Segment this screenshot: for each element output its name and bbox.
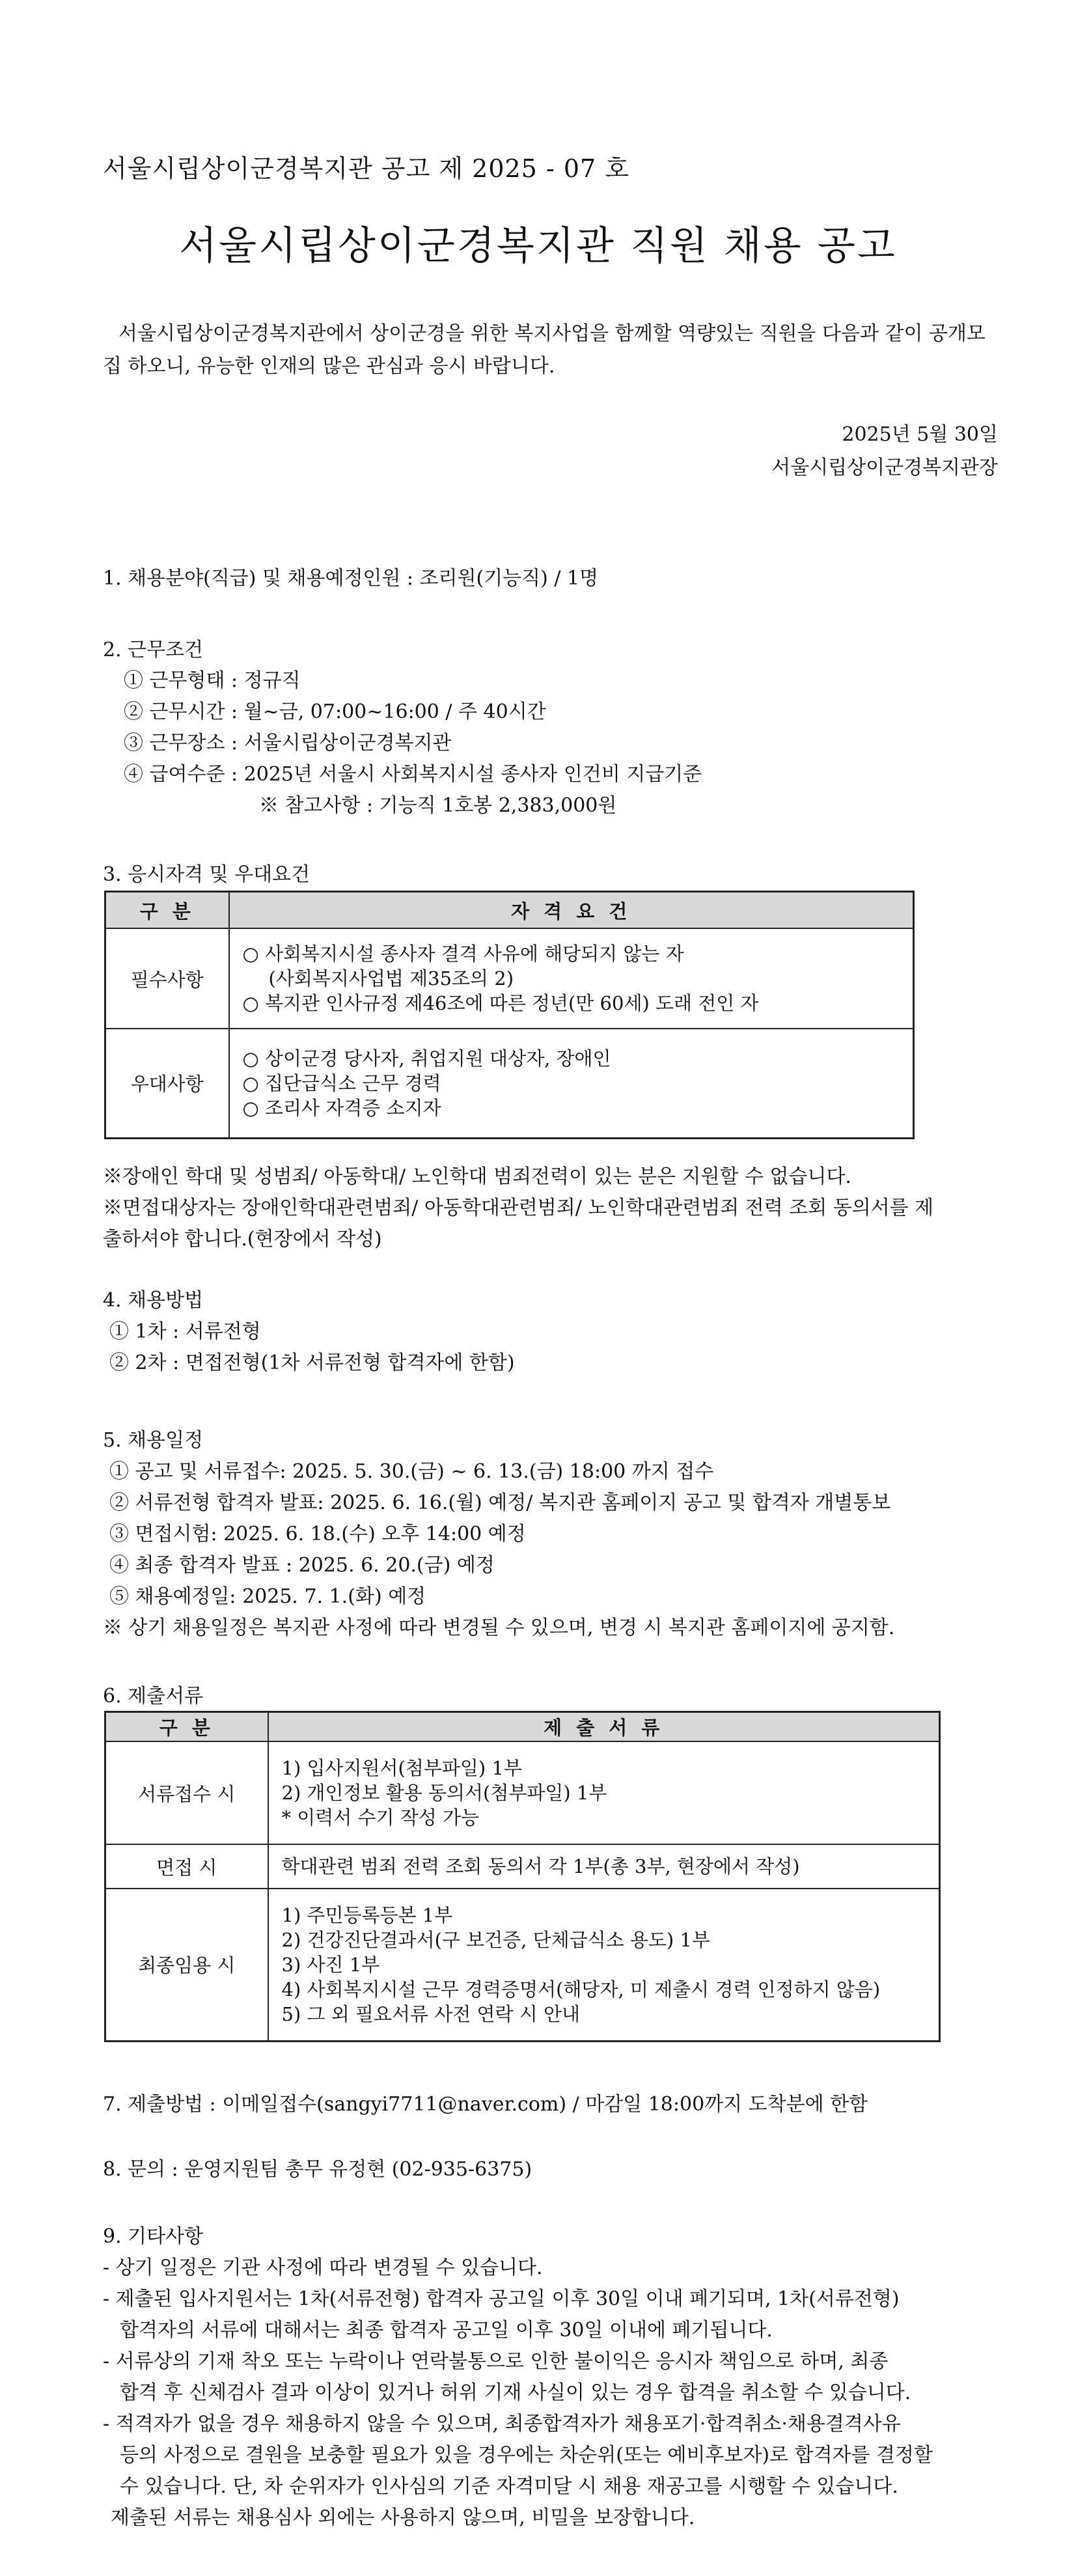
selection-method-item: ① 1차 : 서류전형 bbox=[109, 1320, 261, 1343]
table-row-category: 면접 시 bbox=[105, 1844, 268, 1889]
table-row-content bbox=[268, 1741, 940, 1844]
section-7-submission: 7. 제출방법 : 이메일접수(sangyi7711@naver.com) / 마감일 18:00까지 도착분에 한함 bbox=[103, 2093, 868, 2116]
schedule-note: ※ 상기 채용일정은 복지관 사정에 따라 변경될 수 있으며, 변경 시 복지관 홈페이지에 공지함. bbox=[103, 1616, 895, 1639]
preference-line: ○ 집단급식소 근무 경력 bbox=[242, 1072, 441, 1094]
table-row bbox=[105, 1844, 940, 1889]
table-header-row bbox=[105, 1712, 940, 1742]
misc-line: 합격자의 서류에 대해서는 최종 합격자 공고일 이후 30일 이내에 폐기됩니다. bbox=[120, 2319, 773, 2342]
table-header-cell: 구 분 bbox=[105, 892, 229, 929]
misc-line: - 적격자가 없을 경우 채용하지 않을 수 있으며, 최종합격자가 채용포기·합격취소·채용결격사유 bbox=[103, 2413, 901, 2435]
table-header-cell: 자 격 요 건 bbox=[229, 892, 914, 929]
misc-line: 제출된 서류는 채용심사 외에는 사용하지 않으며, 비밀을 보장합니다. bbox=[111, 2506, 695, 2529]
notice-date: 2025년 5월 30일 bbox=[842, 423, 998, 446]
table-row bbox=[105, 1741, 940, 1844]
misc-line: 수 있습니다. 단, 차 순위자가 인사심의 기준 자격미달 시 채용 재공고를 시행할 수 있습니다. bbox=[120, 2475, 898, 2498]
document-line: 3) 사진 1부 bbox=[281, 1953, 380, 1976]
document-line: 2) 건강진단결과서(구 보건증, 단체급식소 용도) 1부 bbox=[281, 1928, 710, 1951]
misc-line: - 서류상의 기재 착오 또는 누락이나 연락불통으로 인한 불이익은 응시자 책임으로 하며, 최종 bbox=[103, 2350, 889, 2373]
table-row-content bbox=[229, 928, 914, 1029]
misc-line: 등의 사정으로 결원을 보충할 필요가 있을 경우에는 차순위(또는 예비후보자)로 합격자를 결정할 bbox=[120, 2444, 933, 2467]
table-row-category: 필수사항 bbox=[105, 928, 229, 1029]
work-condition-item: ① 근무형태 : 정규직 bbox=[124, 669, 301, 692]
table-header-row bbox=[105, 892, 914, 929]
section-5-title: 5. 채용일정 bbox=[103, 1429, 204, 1452]
schedule-item: ④ 최종 합격자 발표 : 2025. 6. 20.(금) 예정 bbox=[109, 1554, 495, 1577]
schedule-item: ⑤ 채용예정일: 2025. 7. 1.(화) 예정 bbox=[109, 1585, 426, 1608]
requirement-line: (사회복지사업법 제35조의 2) bbox=[268, 967, 514, 990]
section-6-title: 6. 제출서류 bbox=[103, 1685, 204, 1708]
work-condition-item: ④ 급여수준 : 2025년 서울시 사회복지시설 종사자 인건비 지급기준 bbox=[124, 763, 702, 786]
preference-line: ○ 조리사 자격증 소지자 bbox=[242, 1096, 441, 1119]
work-condition-item: ③ 근무장소 : 서울시립상이군경복지관 bbox=[124, 732, 452, 755]
section-2-title: 2. 근무조건 bbox=[103, 639, 204, 661]
table-row-content bbox=[268, 1844, 940, 1889]
table-row bbox=[105, 928, 914, 1029]
qualification-note: ※면접대상자는 장애인학대관련범죄/ 아동학대관련범죄/ 노인학대관련범죄 전력 조회 동의서를 제 bbox=[103, 1197, 934, 1219]
intro-paragraph: 서울시립상이군경복지관에서 상이군경을 위한 복지사업을 함께할 역량있는 직원을 다음과 같이 공개모집 하오니, 유능한 인재의 많은 관심과 응시 바랍니다. bbox=[103, 322, 986, 378]
misc-line: 합격 후 신체검사 결과 이상이 있거나 허위 기재 사실이 있는 경우 합격을 취소할 수 있습니다. bbox=[120, 2381, 911, 2404]
table-row-category: 서류접수 시 bbox=[105, 1741, 268, 1844]
table-header-cell: 구 분 bbox=[105, 1712, 268, 1742]
issuing-organization: 서울시립상이군경복지관장 bbox=[771, 456, 998, 479]
table-row-content bbox=[229, 1029, 914, 1138]
table-row bbox=[105, 1889, 940, 2041]
section-4-title: 4. 채용방법 bbox=[103, 1289, 204, 1312]
work-condition-item: ② 근무시간 : 월~금, 07:00~16:00 / 주 40시간 bbox=[124, 700, 546, 723]
table-row bbox=[105, 1029, 914, 1138]
selection-method-item: ② 2차 : 면접전형(1차 서류전형 합격자에 한함) bbox=[109, 1351, 515, 1374]
salary-note: ※ 참고사항 : 기능직 1호봉 2,383,000원 bbox=[259, 794, 617, 817]
requirement-line: ○ 사회복지시설 종사자 결격 사유에 해당되지 않는 자 bbox=[242, 943, 684, 965]
misc-line: - 제출된 입사지원서는 1차(서류전형) 합격자 공고일 이후 30일 이내 폐기되며, 1차(서류전형) bbox=[103, 2288, 900, 2310]
requirement-line: ○ 복지관 인사규정 제46조에 따른 정년(만 60세) 도래 전인 자 bbox=[242, 992, 759, 1014]
document-line: 5) 그 외 필요서류 사전 연락 시 안내 bbox=[281, 2002, 580, 2025]
document-line: * 이력서 수기 작성 가능 bbox=[281, 1807, 479, 1829]
document-line: 4) 사회복지시설 근무 경력증명서(해당자, 미 제출시 경력 인정하지 않음) bbox=[281, 1978, 881, 2001]
qualification-note: 출하셔야 합니다.(현장에서 작성) bbox=[103, 1228, 382, 1251]
section-9-title: 9. 기타사항 bbox=[103, 2225, 204, 2248]
schedule-item: ③ 면접시험: 2025. 6. 18.(수) 오후 14:00 예정 bbox=[109, 1523, 526, 1545]
preference-line: ○ 상이군경 당사자, 취업지원 대상자, 장애인 bbox=[242, 1047, 611, 1070]
table-row-content bbox=[268, 1889, 940, 2041]
misc-line: - 상기 일정은 기관 사정에 따라 변경될 수 있습니다. bbox=[103, 2256, 543, 2279]
schedule-item: ② 서류전형 합격자 발표: 2025. 6. 16.(월) 예정/ 복지관 홈페이지 공고 및 합격자 개별통보 bbox=[109, 1491, 891, 1514]
document-line: 2) 개인정보 활용 동의서(첨부파일) 1부 bbox=[281, 1782, 607, 1804]
qualification-table bbox=[104, 891, 915, 1139]
document-line: 1) 주민등록등본 1부 bbox=[281, 1904, 453, 1926]
table-header-cell: 제 출 서 류 bbox=[268, 1712, 940, 1742]
documents-table bbox=[104, 1711, 941, 2042]
page-title: 서울시립상이군경복지관 직원 채용 공고 bbox=[179, 223, 897, 269]
section-1-position: 1. 채용분야(직급) 및 채용예정인원 : 조리원(기능직) / 1명 bbox=[103, 567, 599, 590]
document-line: 1) 입사지원서(첨부파일) 1부 bbox=[281, 1757, 522, 1779]
table-row-category: 최종임용 시 bbox=[105, 1889, 268, 2041]
table-row-category: 우대사항 bbox=[105, 1029, 229, 1138]
section-3-title: 3. 응시자격 및 우대요건 bbox=[103, 863, 310, 886]
section-8-contact: 8. 문의 : 운영지원팀 총무 유정현 (02-935-6375) bbox=[103, 2158, 532, 2181]
schedule-item: ① 공고 및 서류접수: 2025. 5. 30.(금) ~ 6. 13.(금) 18:00 까지 접수 bbox=[109, 1460, 714, 1483]
qualification-note: ※장애인 학대 및 성범죄/ 아동학대/ 노인학대 범죄전력이 있는 분은 지원할 수 없습니다. bbox=[103, 1165, 851, 1188]
document-line: 학대관련 범죄 전력 조회 동의서 각 1부(총 3부, 현장에서 작성) bbox=[281, 1855, 800, 1877]
notice-number: 서울시립상이군경복지관 공고 제 2025 - 07 호 bbox=[103, 154, 629, 183]
